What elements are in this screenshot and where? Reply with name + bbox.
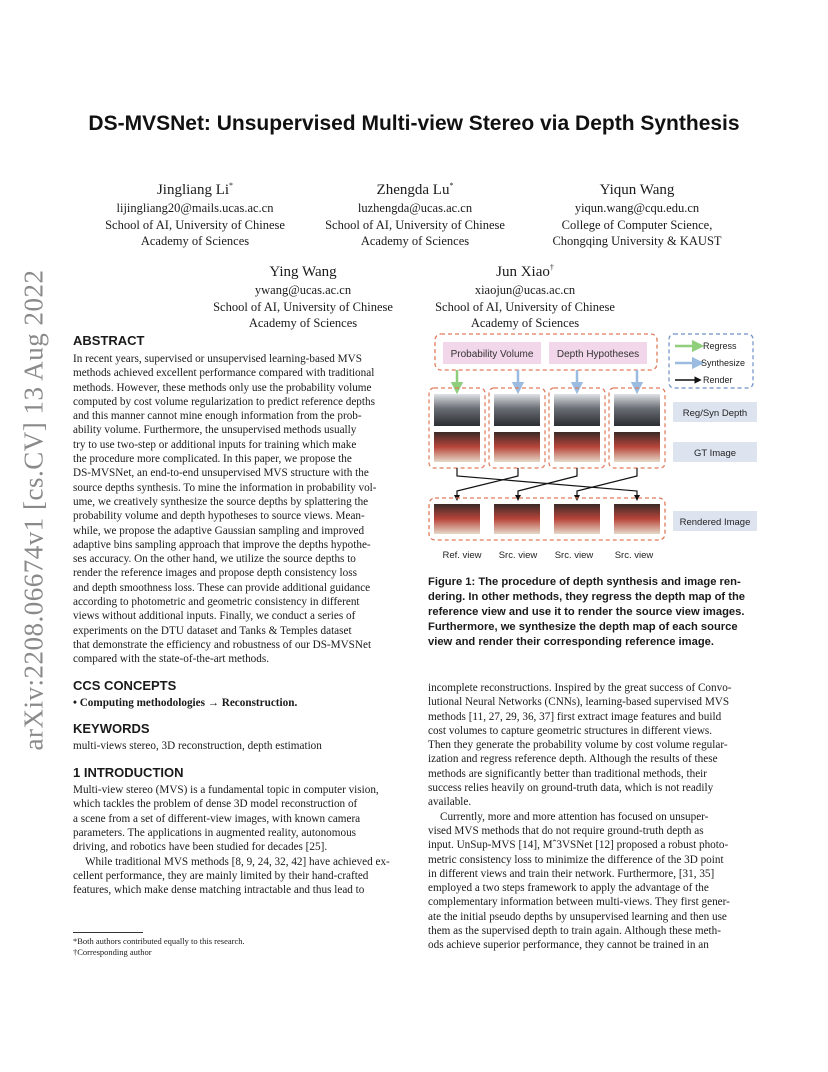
abstract-heading: ABSTRACT — [73, 333, 145, 348]
author-block: Jingliang Li* lijingliang20@mails.ucas.ac.cn School of AI, University of Chinese Academy of Sciences — [85, 176, 305, 250]
depth-map — [554, 394, 600, 426]
intro-heading: 1 INTRODUCTION — [73, 765, 184, 781]
paper-title: DS-MVSNet: Unsupervised Multi-view Stereo via Depth Synthesis — [88, 112, 740, 135]
ccs-item: • Computing methodologies → Reconstruction. — [73, 696, 298, 709]
intro-body: Multi-view stereo (MVS) is a fundamental topic in computer vision, which tackles the problem of dense 3D model reconstruction of a scene from a set of different-view images, with known camera parameters. The applications in augmented reality, autonomous driving, and robotics have been studied for decades [25]. While traditional MVS methods [8, 9, 24, 32, 42] have achieved ex- cellent performance, they are mainly limited by their hand-crafted features, which make dense matching intractable and thus lead to — [73, 784, 390, 897]
keywords-heading: KEYWORDS — [73, 720, 150, 736]
author-affiliation: School of AI, University of Chinese — [325, 217, 505, 232]
author-block: Jun Xiao† xiaojun@ucas.ac.cn School of AI, University of Chinese Academy of Sciences — [415, 258, 635, 332]
footnote-rule — [73, 932, 143, 933]
author-name: Jingliang Li — [156, 182, 230, 198]
footnote: *Both authors contributed equally to this research. — [73, 936, 245, 946]
author-affiliation: School of AI, University of Chinese — [213, 299, 393, 314]
author-name: Yiqun Wang — [599, 182, 675, 198]
author-email[interactable]: xiaojun@ucas.ac.cn — [474, 283, 576, 297]
view-label: Ref. view — [442, 550, 482, 561]
row-label-depth: Reg/Syn Depth — [682, 408, 748, 419]
row-label-gt: GT Image — [693, 448, 737, 459]
right-column: incomplete reconstructions. Inspired by the great success of Convo- lutional Neural Networks (CNNs), learning-based supervised MVS methods [11, 27, 29, 36, 37] first extract image features and build cost volumes to capture geometric structures in different views. Then they generate the probability volume by cost volume regular- ization and regress reference depth. Although the results of these methods are significantly better than traditional methods, their success relies heavily on ground-truth data, which is not readily available. Currently, more and more attention has focused on unsuper- vised MVS methods that do not require ground-truth depth as input. UnSup-MVS [14], Mˆ3VSNet [12] proposed a robust photo- metric consistency loss to minimize the difference of the 3D point in different views and train their network. Furthermore, [31, 35] employed a two steps framework to apply the advantage of the complementary information between multi-views. They first gener- ate the initial pseudo depths by unsupervised learning and then use them as the supervised depth to train again. Although these meth- ods achieve superior performance, they cannot be trained in an — [428, 682, 732, 952]
author-affiliation: Academy of Sciences — [360, 234, 470, 248]
probability-volume-label: Probability Volume — [450, 349, 534, 360]
author-name: Jun Xiao — [496, 264, 550, 280]
figure-1 — [425, 328, 761, 566]
footnotes — [73, 936, 406, 958]
author-name: Ying Wang — [269, 264, 337, 280]
rendered-image — [434, 504, 480, 534]
legend-regress-label: Regress — [703, 341, 737, 351]
author-affiliation: Academy of Sciences — [140, 234, 250, 248]
rendered-image — [494, 504, 540, 534]
author-affiliation: Chongqing University & KAUST — [552, 234, 722, 248]
left-column — [73, 333, 406, 898]
figure-caption: Figure 1: The procedure of depth synthesis and image ren- dering. In other methods, they regress the depth map of the reference view and use it to render the source view images. Furthermore, we synthesize the depth map of each source view and render their corresponding reference image. — [428, 576, 746, 648]
gt-image — [554, 432, 600, 462]
author-affiliation: Academy of Sciences — [470, 316, 580, 330]
gt-image — [614, 432, 660, 462]
author-affiliation: Academy of Sciences — [248, 316, 358, 330]
view-label: Src. view — [614, 550, 654, 561]
depth-map — [614, 394, 660, 426]
depth-hypotheses-label: Depth Hypotheses — [556, 349, 640, 360]
gt-image — [494, 432, 540, 462]
render-connections — [457, 468, 637, 498]
legend-synthesize-label: Synthesize — [701, 358, 746, 368]
author-email[interactable]: luzhengda@ucas.ac.cn — [357, 201, 473, 215]
footnote: †Corresponding author — [73, 947, 152, 957]
abstract-body: In recent years, supervised or unsupervised learning-based MVS methods achieved excellent performance compared with traditional methods. However, these methods only use the probability volume computed by cost volume regularization to predict reference depths and this manner cannot mine enough information from the prob- ability volume. Furthermore, the unsupervised methods usually try to use two-step or additional inputs for training which make the procedure more complicated. In this paper, we propose the DS-MVSNet, an end-to-end unsupervised MVS structure with the source depths synthesis. To mine the information in probability vol- ume, we creatively synthesize the source depths by splattering the probability volume and depth hypotheses to source views. Mean- while, we propose the adaptive Gaussian sampling and improved adaptive bins sampling approach that improve the depths hypothe- ses accuracy. On the other hand, we utilize the source depths to render the reference images and propose depth consistency loss and depth smoothness loss. These can provide additional guidance according to photometric and geometric consistency in different views without additional inputs. Finally, we conduct a series of experiments on the DTU dataset and Tanks & Temples dataset that demonstrate the efficiency and robustness of our DS-MVSNet compared with the state-of-the-art methods. — [73, 353, 377, 666]
author-block: Zhengda Lu* luzhengda@ucas.ac.cn School of AI, University of Chinese Academy of Sciences — [305, 176, 525, 250]
depth-map — [494, 394, 540, 426]
author-affiliation: School of AI, University of Chinese — [435, 299, 615, 314]
author-affiliation: School of AI, University of Chinese — [105, 217, 285, 232]
rendered-image — [614, 504, 660, 534]
view-label: Src. view — [498, 550, 538, 561]
author-affiliation: College of Computer Science, — [561, 217, 713, 232]
author-email[interactable]: yiqun.wang@cqu.edu.cn — [574, 201, 700, 215]
legend-render-label: Render — [703, 375, 733, 385]
rendered-image — [554, 504, 600, 534]
author-email[interactable]: ywang@ucas.ac.cn — [254, 283, 352, 297]
author-block — [527, 176, 747, 250]
arxiv-stamp: arXiv:2208.06674v1 [cs.CV] 13 Aug 2022 — [18, 269, 49, 751]
author-block — [193, 258, 413, 332]
author-name: Zhengda Lu — [376, 182, 450, 198]
row-label-rendered: Rendered Image — [679, 517, 751, 528]
author-email[interactable]: lijingliang20@mails.ucas.ac.cn — [116, 201, 274, 215]
ccs-heading: CCS CONCEPTS — [73, 677, 177, 693]
gt-image — [434, 432, 480, 462]
view-label: Src. view — [554, 550, 594, 561]
depth-map — [434, 394, 480, 426]
keywords-text: multi-views stereo, 3D reconstruction, depth estimation — [73, 739, 322, 752]
